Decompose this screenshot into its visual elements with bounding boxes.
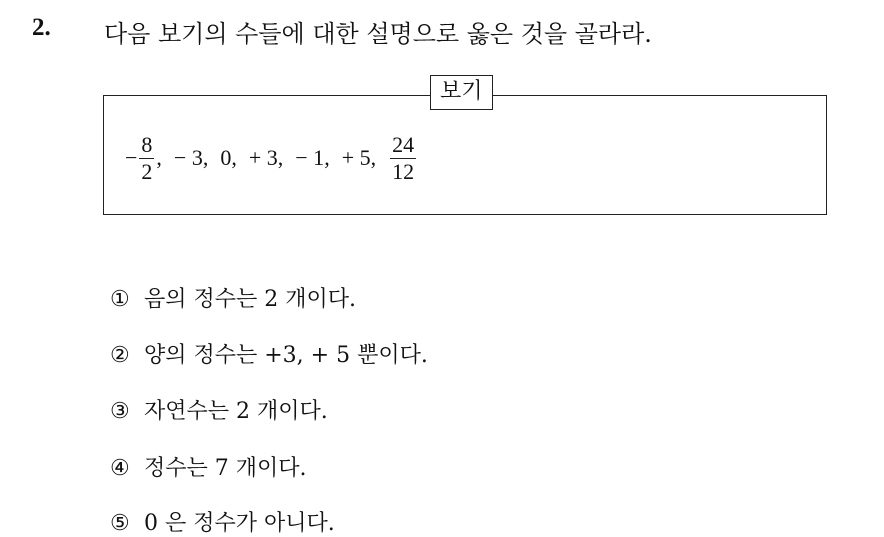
bogi-item-7 xyxy=(388,133,418,184)
choice-mark: ① xyxy=(110,287,130,312)
choice-text: 정수는 7 개이다. xyxy=(144,456,307,481)
choice-text: 양의 정수는 +3, + 5 뿐이다. xyxy=(144,343,428,368)
fraction-denominator: 2 xyxy=(141,158,153,184)
bogi-item-6-text: + 5 xyxy=(341,145,371,170)
choice-mark: ④ xyxy=(110,456,130,481)
separator: , xyxy=(202,145,209,170)
bogi-item-3 xyxy=(220,145,249,171)
choice-text: 음의 정수는 2 개이다. xyxy=(144,287,356,312)
bogi-item-1-sign: − xyxy=(125,145,138,170)
bogi-label: 보기 xyxy=(430,75,493,110)
separator: , xyxy=(231,145,237,170)
fraction xyxy=(390,133,416,184)
bogi-item-2-text: − 3 xyxy=(173,145,203,170)
choice-2[interactable] xyxy=(110,338,428,369)
bogi-numbers xyxy=(125,126,418,190)
question-text: 다음 보기의 수들에 대한 설명으로 옳은 것을 골라라. xyxy=(104,20,652,48)
choice-3[interactable] xyxy=(110,394,328,425)
choice-5[interactable] xyxy=(110,506,335,537)
separator: , xyxy=(156,145,162,170)
bogi-item-6 xyxy=(342,145,388,171)
bogi-item-4 xyxy=(249,145,295,171)
bogi-item-3-text: 0 xyxy=(220,145,232,170)
choice-mark: ② xyxy=(110,343,130,368)
separator: , xyxy=(277,145,284,170)
bogi-item-2 xyxy=(174,145,220,171)
choice-mark: ⑤ xyxy=(110,511,130,536)
choice-text: 0 은 정수가 아니다. xyxy=(144,511,335,536)
fraction-numerator: 8 xyxy=(141,131,153,157)
bogi-item-1 xyxy=(125,133,174,184)
fraction-numerator: 24 xyxy=(392,131,415,157)
separator: , xyxy=(324,145,330,170)
question-number: 2. xyxy=(32,14,51,41)
bogi-item-4-text: + 3 xyxy=(248,145,278,170)
fraction xyxy=(139,133,154,184)
separator: , xyxy=(370,145,377,170)
choice-text: 자연수는 2 개이다. xyxy=(144,399,328,424)
bogi-item-5-text: − 1 xyxy=(295,145,325,170)
choice-1[interactable] xyxy=(110,282,356,313)
fraction-denominator: 12 xyxy=(392,158,415,184)
choice-mark: ③ xyxy=(110,399,130,424)
choice-4[interactable] xyxy=(110,451,307,482)
bogi-item-5 xyxy=(295,145,341,171)
